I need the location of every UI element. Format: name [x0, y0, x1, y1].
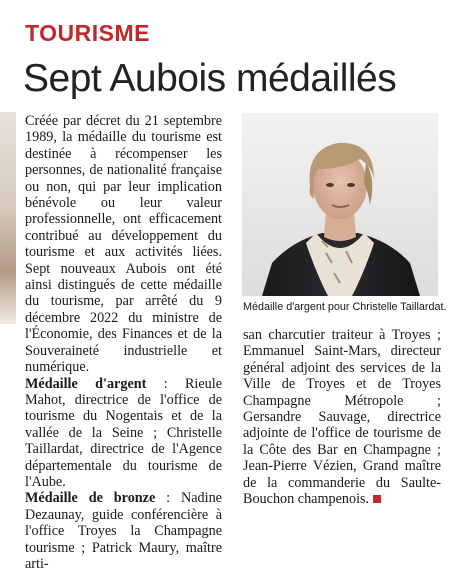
- adjacent-photo-edge: [0, 112, 16, 324]
- article-column-2: [243, 327, 441, 507]
- bronze-medal-label: Médaille de bronze: [25, 490, 156, 507]
- bronze-medal-text-continued: san charcutier traiteur à Troyes ; Emmanuel Saint-Mars, directeur général adjoint des services de la Ville de Troyes et de Troyes Champagne Métropole ; Gersandre Sauvage, directrice adjointe de l'office de tourisme de la Côte des Bar en Champagne ; Jean-Pierre Vézien, Grand maître de la commanderie du Saulte-Bouchon champenois.: [243, 327, 441, 508]
- article-body: [25, 113, 222, 572]
- rubric-label: TOURISME: [25, 20, 150, 46]
- bronze-medal-text: : Nadine Dezaunay, guide conférencière à l'office Troyes la Champagne tourisme ; Patrick Maury, maître arti-: [25, 490, 222, 572]
- silver-medal-text: : Rieule Mahot, directrice de l'office de tourisme du Nogentais et de la vallée de la Seine ; Christelle Taillardat, directrice de l'Agence départementale du tourisme de l'Aube.: [25, 375, 222, 490]
- intro-paragraph: Créée par décret du 21 septembre 1989, la médaille du tourisme est destinée à récompenser les personnes, de nationalité française ou non, qui par leur implication bénévole ou leur valeur professionnelle, ont efficacement contribué au développement du tourisme et aux activités liées. Sept nouveaux Aubois ont été ainsi distingués de cette médaille du tourisme, par arrêté du 9 décembre 2022 du ministre de l'Économie, des Finances et de la Souveraineté industrielle et numérique.: [25, 113, 222, 376]
- photo-caption: Médaille d'argent pour Christelle Taillardat.: [243, 301, 447, 313]
- silver-medal-label: Médaille d'argent: [25, 375, 147, 392]
- portrait-image: [242, 113, 438, 296]
- article-column-1: [25, 113, 222, 572]
- headline: Sept Aubois médaillés: [23, 57, 397, 100]
- end-of-article-mark: [373, 495, 381, 503]
- portrait-photo: [242, 113, 438, 296]
